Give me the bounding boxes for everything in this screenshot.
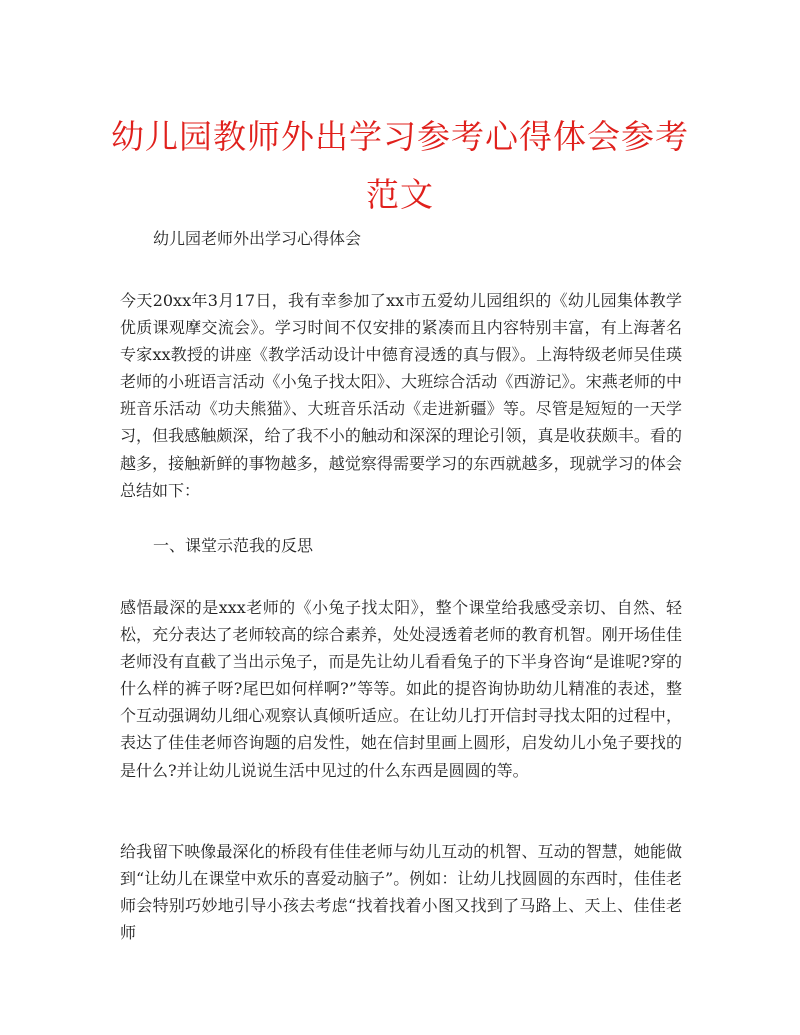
paragraph-intro: 今天20xx年3月17日，我有幸参加了xx市五爱幼儿园组织的《幼儿园集体教学优质课观摩交流会》。学习时间不仅安排的紧凑而且内容特别丰富，有上海著名专家xx教授的讲座《教学活动设计中德育浸透的真与假》。上海特级老师吴佳瑛老师的小班语言活动《小兔子找太阳》、大班综合活动《西游记》。宋燕老师的中班音乐活动《功夫熊猫》、大班音乐活动《走进新疆》等。尽管是短短的一天学习，但我感触颇深，给了我不小的触动和深深的理论引领，真是收获颇丰。看的越多，接触新鲜的事物越多，越觉察得需要学习的东西就越多，现就学习的体会总结如下： bbox=[120, 291, 682, 500]
document-subtitle: 幼儿园老师外出学习心得体会 bbox=[153, 229, 362, 248]
document-title: 幼儿园教师外出学习参考心得体会参考范文 bbox=[111, 117, 689, 214]
paragraph-impression: 给我留下映像最深化的桥段有佳佳老师与幼儿互动的机智、互动的智慧，她能做到“让幼儿在课堂中欢乐的喜爱动脑子”。例如：让幼儿找圆圆的东西时，佳佳老师会特别巧妙地引导小孩去考虑“找着找着小图又找到了马路上、天上、佳佳老师 bbox=[120, 842, 682, 943]
section-heading: 一、课堂示范我的反思 bbox=[153, 536, 314, 555]
paragraph-reflection: 感悟最深的是xxx老师的《小兔子找太阳》，整个课堂给我感受亲切、自然、轻松，充分表达了老师较高的综合素养，处处浸透着老师的教育机智。刚开场佳佳老师没有直截了当出示兔子，而是先让幼儿看看兔子的下半身咨询“是谁呢?穿的什么样的裤子呀?尾巴如何样啊?”等等。如此的提咨询协助幼儿精准的表述，整个互动强调幼儿细心观察认真倾听适应。在让幼儿打开信封寻找太阳的过程中，表达了佳佳老师咨询题的启发性，她在信封里画上圆形，启发幼儿小兔子要找的是什么?并让幼儿说说生活中见过的什么东西是圆圆的等。 bbox=[120, 598, 682, 780]
